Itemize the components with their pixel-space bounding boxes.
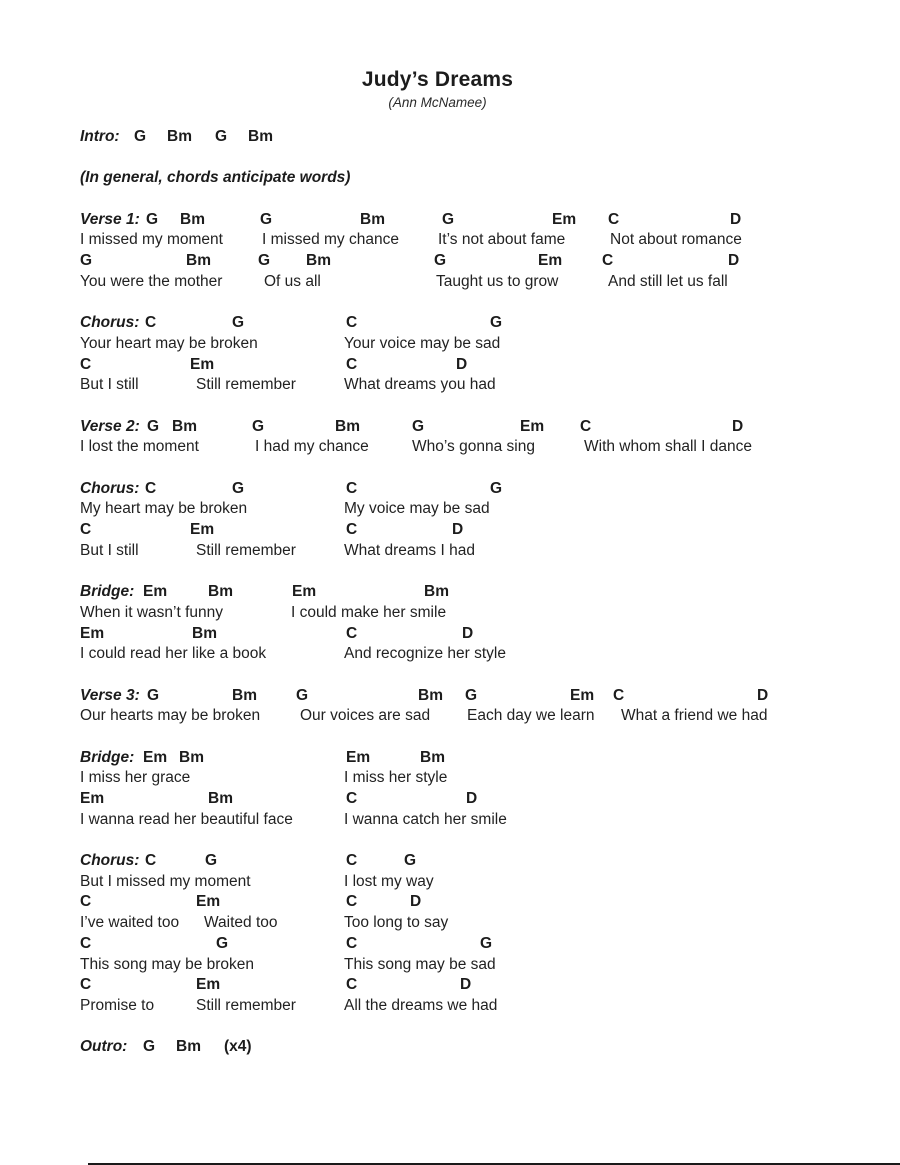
chord-symbol: Bm: [420, 748, 445, 766]
lyric-text: I miss her style: [344, 769, 448, 787]
chord-symbol: C: [80, 893, 92, 911]
lyric-text: What dreams I had: [344, 541, 475, 559]
chord-symbol: G: [205, 852, 218, 870]
chord-symbol: Em: [552, 210, 577, 228]
chord-symbol: C: [580, 417, 592, 435]
chord-symbol: G: [404, 852, 417, 870]
page-title: Judy’s Dreams: [361, 68, 514, 91]
chord-symbol: Em: [190, 521, 215, 539]
lyric-text: I could make her smile: [291, 603, 447, 621]
chord-symbol: G: [143, 1038, 156, 1056]
section-label: Verse 1:: [80, 210, 140, 228]
chord-symbol: G: [258, 252, 271, 270]
chord-symbol: D: [730, 210, 742, 228]
chord-symbol: G: [442, 210, 455, 228]
lyric-text: I’ve waited too: [80, 914, 180, 932]
chord-symbol: C: [80, 521, 92, 539]
lyric-text: I wanna read her beautiful face: [80, 810, 293, 828]
lyric-text: What dreams you had: [344, 376, 496, 394]
lyric-text: But I still: [80, 376, 139, 394]
lyric-text: Our hearts may be broken: [80, 707, 261, 725]
chord-symbol: C: [80, 355, 92, 373]
section-label: Bridge:: [80, 583, 135, 601]
lyric-text: My voice may be sad: [344, 500, 490, 518]
chord-symbol: G: [216, 934, 229, 952]
chord-symbol: Em: [143, 583, 168, 601]
chord-symbol: Bm: [172, 417, 197, 435]
chord-symbol: G: [147, 417, 160, 435]
lyric-text: This song may be sad: [344, 955, 496, 973]
section-chorus-2: [0, 479, 900, 562]
section-label: Verse 2:: [80, 417, 140, 435]
section-bridge-2: [0, 748, 900, 831]
chord-symbol: Em: [196, 893, 221, 911]
song-sheet: [0, 127, 900, 1058]
chord-symbol: C: [346, 893, 358, 911]
chord-symbol: C: [346, 355, 358, 373]
page-subtitle: (Ann McNamee): [388, 95, 487, 110]
chord-symbol: G: [412, 417, 425, 435]
section-label: Chorus:: [80, 479, 140, 497]
chord-symbol: Bm: [248, 128, 273, 145]
header: [0, 0, 875, 110]
chord-symbol: G: [480, 934, 493, 952]
chord-symbol: Bm: [335, 417, 360, 435]
lyric-text: I lost my way: [344, 872, 434, 890]
lyric-text: It’s not about fame: [438, 231, 566, 249]
lyric-text: Who’s gonna sing: [412, 438, 535, 456]
chord-symbol: D: [456, 355, 468, 373]
chord-symbol: Bm: [306, 252, 331, 270]
chord-symbol: G: [215, 128, 228, 145]
lyric-text: Too long to say: [344, 914, 449, 932]
chord-symbol: D: [757, 686, 769, 704]
section-label: (In general, chords anticipate words): [80, 169, 351, 187]
chord-line: [0, 1037, 900, 1058]
chord-symbol: Bm: [186, 252, 211, 270]
chord-symbol: Em: [80, 790, 105, 807]
chord-line: [0, 582, 900, 603]
chord-symbol: D: [732, 417, 744, 435]
lyric-line: [0, 996, 900, 1017]
chord-symbol: G: [134, 128, 147, 145]
chord-symbol: C: [346, 976, 358, 994]
chord-line: [0, 520, 900, 541]
lyric-text: I wanna catch her smile: [344, 810, 507, 828]
lyric-line: [0, 768, 900, 789]
section-label: Chorus:: [80, 852, 140, 870]
chord-symbol: Em: [346, 748, 371, 766]
chord-symbol: Em: [520, 417, 545, 435]
lyric-line: [0, 810, 900, 831]
chord-symbol: D: [462, 624, 474, 642]
chord-symbol: C: [602, 252, 614, 270]
lyric-text: What a friend we had: [621, 707, 768, 725]
chord-line: [0, 313, 900, 334]
chord-symbol: G: [490, 314, 503, 332]
lyric-line: [0, 644, 900, 665]
section-label: Intro:: [80, 128, 120, 145]
chord-symbol: Bm: [192, 624, 217, 642]
chord-symbol: G: [465, 686, 478, 704]
chord-symbol: D: [410, 893, 422, 911]
lyric-text: All the dreams we had: [344, 996, 498, 1014]
lyric-line: [0, 272, 900, 293]
chord-symbol: C: [608, 210, 620, 228]
chord-symbol: C: [145, 314, 157, 332]
lyric-text: Waited too: [204, 914, 278, 932]
lyric-text: Your heart may be broken: [80, 334, 258, 352]
lyric-text: This song may be broken: [80, 955, 255, 973]
chord-symbol: C: [346, 852, 358, 870]
chord-symbol: (x4): [224, 1038, 252, 1056]
chord-symbol: Bm: [208, 790, 233, 807]
section-bridge-1: [0, 582, 900, 665]
section-verse-1: [0, 210, 900, 293]
chord-line: [0, 251, 900, 272]
lyric-text: Still remember: [196, 541, 296, 559]
lyric-line: [0, 499, 900, 520]
chord-symbol: Bm: [424, 583, 449, 601]
lyric-text: I lost the moment: [80, 438, 199, 456]
section-label: Chorus:: [80, 314, 140, 332]
chord-symbol: Em: [292, 583, 317, 601]
note-line: [0, 168, 900, 189]
chord-symbol: G: [80, 252, 93, 270]
chord-symbol: C: [346, 624, 358, 642]
chord-symbol: Bm: [180, 210, 205, 228]
section-label: Outro:: [80, 1038, 128, 1056]
chord-symbol: C: [346, 790, 358, 807]
lyric-text: I missed my chance: [262, 231, 399, 249]
lyric-text: Of us all: [264, 272, 321, 290]
chord-symbol: C: [80, 976, 92, 994]
lyric-text: And recognize her style: [344, 645, 506, 663]
chord-symbol: Bm: [176, 1038, 201, 1056]
lyric-text: You were the mother: [80, 272, 223, 290]
lyric-line: [0, 375, 900, 396]
chord-symbol: C: [346, 314, 358, 332]
lyric-text: Still remember: [196, 996, 296, 1014]
lyric-line: [0, 706, 900, 727]
chord-symbol: C: [145, 479, 157, 497]
lyric-line: [0, 437, 900, 458]
chord-line: [0, 624, 900, 645]
chord-symbol: Em: [538, 252, 563, 270]
lyric-line: [0, 955, 900, 976]
chord-symbol: C: [613, 686, 625, 704]
chord-line: [0, 417, 900, 438]
lyric-text: I miss her grace: [80, 769, 191, 787]
chord-symbol: Em: [196, 976, 221, 994]
lyric-line: [0, 603, 900, 624]
chord-line: [0, 686, 900, 707]
lyric-text: When it wasn’t funny: [80, 603, 224, 621]
chord-line: [0, 975, 900, 996]
lyric-text: But I missed my moment: [80, 872, 251, 890]
lyric-text: Not about romance: [610, 231, 742, 249]
lyric-text: Our voices are sad: [300, 707, 431, 725]
chord-symbol: C: [346, 521, 358, 539]
lyric-text: With whom shall I dance: [584, 438, 752, 456]
chord-symbol: C: [145, 852, 157, 870]
chord-symbol: C: [346, 934, 358, 952]
chord-symbol: G: [434, 252, 447, 270]
chord-line: [0, 127, 900, 148]
chord-symbol: D: [728, 252, 740, 270]
chord-symbol: Bm: [208, 583, 233, 601]
chord-symbol: D: [460, 976, 472, 994]
section-verse-2: [0, 417, 900, 458]
section-verse-3: [0, 686, 900, 727]
chord-symbol: Bm: [167, 128, 192, 145]
chord-symbol: C: [80, 934, 92, 952]
lyric-text: I missed my moment: [80, 231, 223, 249]
lyric-line: [0, 230, 900, 251]
lyric-text: Each day we learn: [467, 707, 595, 725]
chord-line: [0, 355, 900, 376]
section-chorus-3: [0, 851, 900, 1017]
lyric-text: Taught us to grow: [436, 272, 559, 290]
lyric-text: And still let us fall: [608, 272, 728, 290]
chord-symbol: Em: [570, 686, 595, 704]
chord-symbol: G: [296, 686, 309, 704]
section-chorus-1: [0, 313, 900, 396]
lyric-text: I had my chance: [255, 438, 369, 456]
chord-symbol: G: [490, 479, 503, 497]
lyric-text: My heart may be broken: [80, 500, 248, 518]
lyric-text: But I still: [80, 541, 139, 559]
lyric-line: [0, 541, 900, 562]
chord-symbol: G: [147, 686, 160, 704]
lyric-line: [0, 872, 900, 893]
chord-symbol: D: [452, 521, 464, 539]
lyric-line: [0, 913, 900, 934]
chord-symbol: Em: [190, 355, 215, 373]
chord-symbol: Em: [143, 748, 168, 766]
chord-line: [0, 851, 900, 872]
chord-symbol: G: [260, 210, 273, 228]
lyric-line: [0, 334, 900, 355]
chord-line: [0, 789, 900, 810]
section-label: Bridge:: [80, 748, 135, 766]
section-outro: [0, 1037, 900, 1058]
section-label: Verse 3:: [80, 686, 140, 704]
chord-symbol: Bm: [232, 686, 257, 704]
chord-line: [0, 934, 900, 955]
section-performance-note: [0, 168, 900, 189]
lyric-text: I could read her like a book: [80, 645, 267, 663]
chord-symbol: Bm: [179, 748, 204, 766]
chord-symbol: C: [346, 479, 358, 497]
chord-line: [0, 210, 900, 231]
chord-line: [0, 479, 900, 500]
chord-line: [0, 892, 900, 913]
chord-symbol: G: [252, 417, 265, 435]
lyric-text: Your voice may be sad: [344, 334, 501, 352]
chord-symbol: G: [146, 210, 159, 228]
chord-line: [0, 748, 900, 769]
chord-symbol: Bm: [418, 686, 443, 704]
section-intro: [0, 127, 900, 148]
lyric-text: Promise to: [80, 996, 155, 1014]
chord-symbol: Em: [80, 624, 105, 642]
lyric-text: Still remember: [196, 376, 296, 394]
chord-symbol: D: [466, 790, 478, 807]
chord-symbol: G: [232, 314, 245, 332]
chord-symbol: Bm: [360, 210, 385, 228]
chord-symbol: G: [232, 479, 245, 497]
